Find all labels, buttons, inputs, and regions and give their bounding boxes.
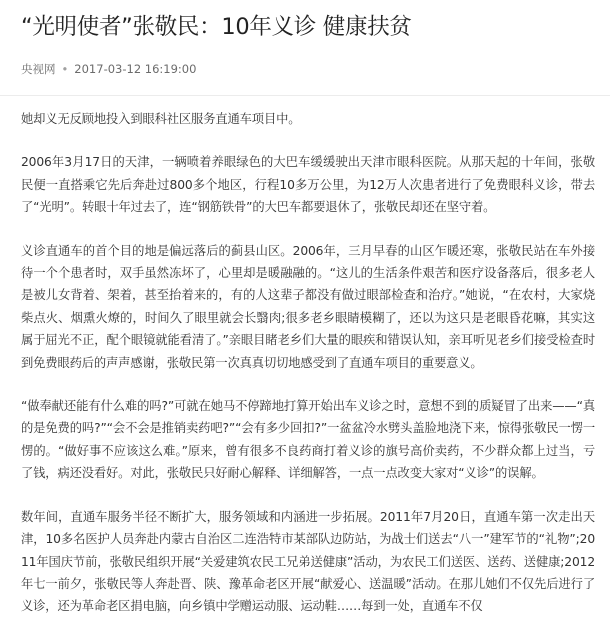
header-divider (0, 95, 610, 96)
article-paragraph: 2006年3月17日的天津，一辆喷着养眼绿色的大巴车缓缓驶出天津市眼科医院。从那天起的十年间，张敬民便一直搭乘它先后奔赴过800多个地区，行程10多万公里，为12万人次患者进行了免费眼科义诊，带去了“光明”。转眼十年过去了，连“钢筋铁骨”的大巴车都要退休了，张敬民却还在坚守着。 (21, 155, 595, 215)
article-title: “光明使者”张敬民：10年义诊 健康扶贫 (21, 14, 412, 40)
meta-separator: • (61, 62, 69, 76)
source-label[interactable]: 央视网 (21, 62, 56, 76)
article-paragraph: “做奉献还能有什么难的吗?”可就在她马不停蹄地打算开始出车义诊之时，意想不到的质疑冒了出来——“真的是免费的吗?”“会不会是推销卖药吧?”“会有多少回扣?”一盆盆冷水劈头盖脸地浇下来，惊得张敬民一愣一愣的。“做好事不应该这么难。”原来，曾有很多不良药商打着义诊的旗号高价卖药，不少群众都上过当，亏了钱，病还没看好。对此，张敬民只好耐心解释、详细解答，一点一点改变大家对“义诊”的误解。 (21, 399, 595, 481)
article-body (21, 108, 595, 632)
article-meta (21, 60, 196, 78)
publish-datetime: 2017-03-12 16:19:00 (74, 62, 197, 76)
article-paragraph: 她却义无反顾地投入到眼科社区服务直通车项目中。 (21, 112, 301, 126)
article-paragraph: 义诊直通车的首个目的地是偏远落后的蓟县山区。2006年，三月早春的山区乍暖还寒，张敬民站在车外接待一个个患者时，双手虽然冻坏了，心里却是暖融融的。“这儿的生活条件艰苦和医疗设备落后，很多老人是被儿女背着、架着，甚至抬着来的，有的人这辈子都没有做过眼部检查和治疗。”她说，“在农村，大家烧柴点火、烟熏火燎的，时间久了眼里就会长翳肉;很多老乡眼睛模糊了，还以为这只是老眼昏花嘛，其实这属于屈光不正，配个眼镜就能看清了。”亲眼目睹老乡们大量的眼疾和错误认知，亲耳听见老乡们接受检查时到免费眼药后的声声感谢，张敬民第一次真真切切地感受到了直通车项目的重要意义。 (21, 243, 595, 370)
article-paragraph: 数年间，直通车服务半径不断扩大，服务领域和内涵进一步拓展。2011年7月20日，直通车第一次走出天津，10多名医护人员奔赴内蒙古自治区二连浩特市某部队边防站，为战士们送去“八一”建军节的“礼物”;2011年国庆节前，张敬民组织开展“关爱建筑农民工兄弟送健康”活动，为农民工们送医、送药、送健康;2012年七一前夕，张敬民等人奔赴晋、陕、豫革命老区开展“献爱心、送温暖”活动。在那儿她们不仅先后进行了义诊，还为革命老区捐电脑，向乡镇中学赠运动服、运动鞋……每到一处，直通车不仅 (21, 509, 595, 614)
